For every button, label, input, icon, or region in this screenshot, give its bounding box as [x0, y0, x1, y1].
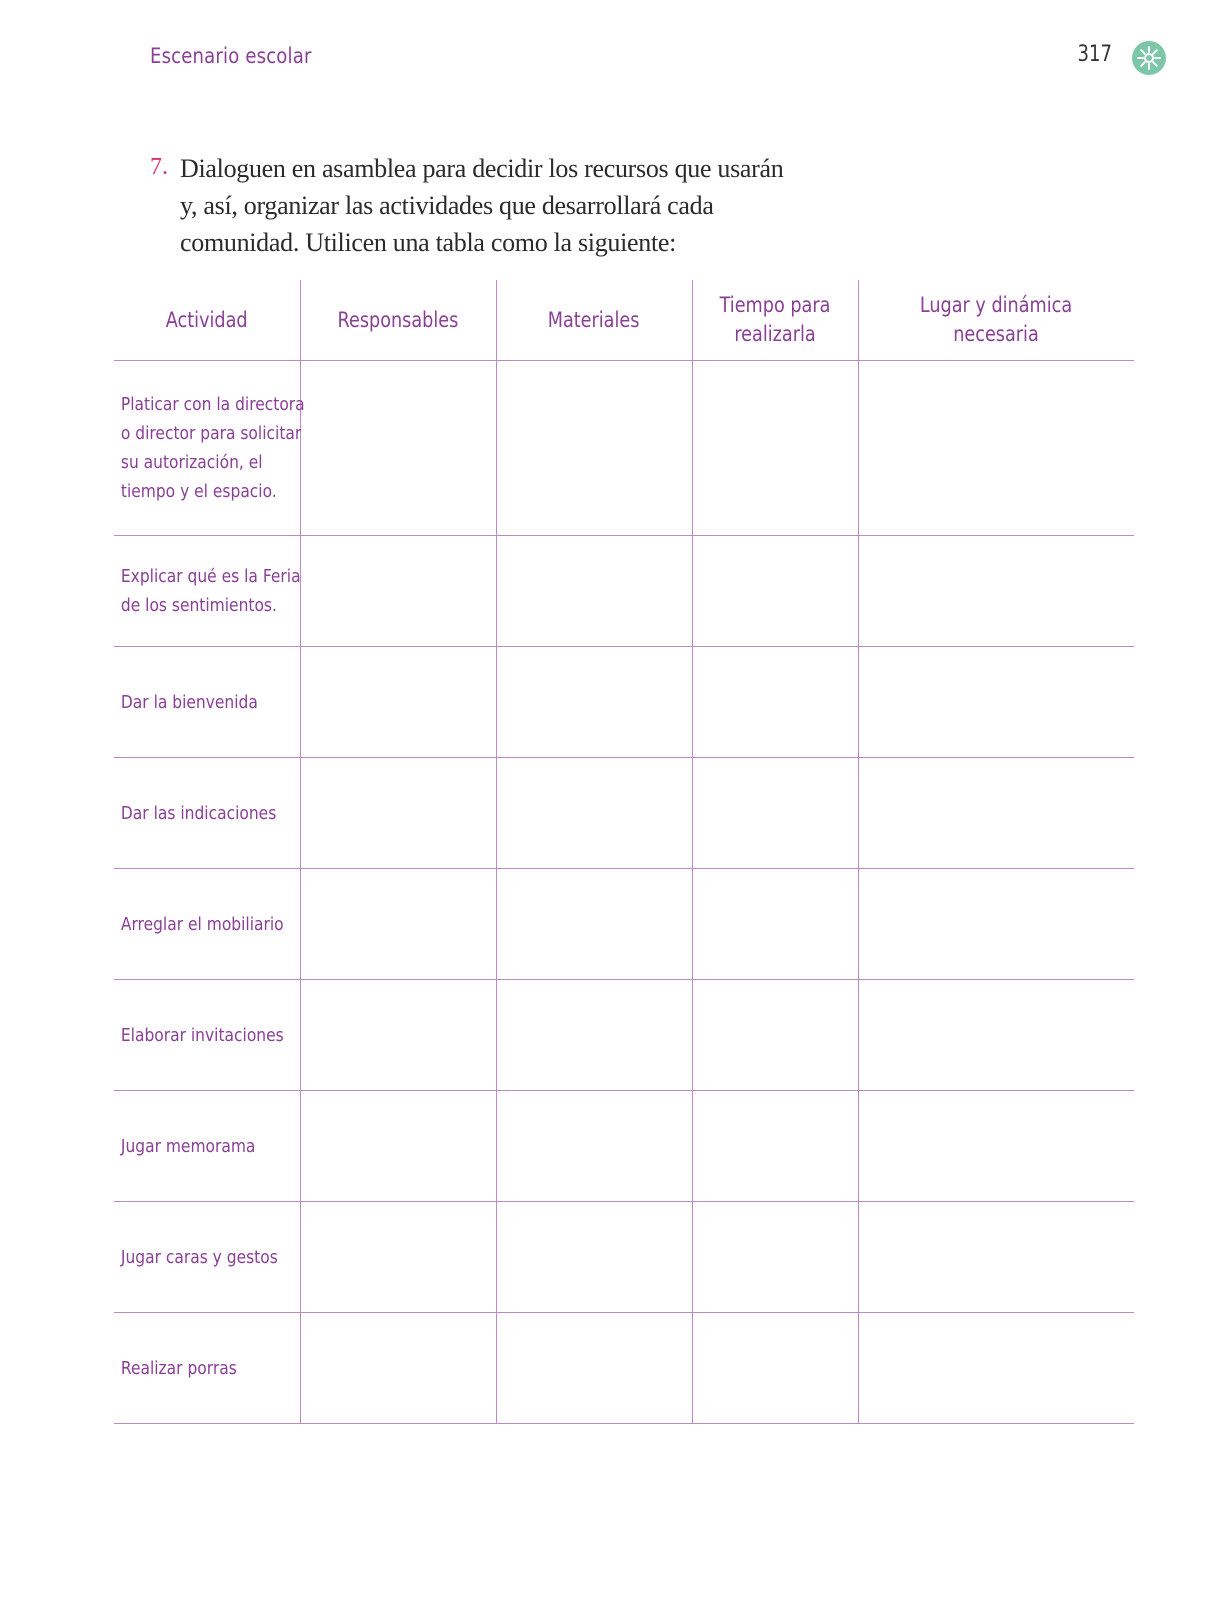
tiempo-cell[interactable]: [692, 1202, 858, 1313]
responsables-cell[interactable]: [300, 1313, 496, 1424]
activity-cell: Dar las indicaciones: [114, 758, 300, 869]
activity-cell: Jugar caras y gestos: [114, 1202, 300, 1313]
table-row: [114, 758, 1134, 869]
materiales-cell[interactable]: [496, 980, 692, 1091]
materiales-cell[interactable]: [496, 1202, 692, 1313]
header-actividad: Actividad: [114, 280, 300, 361]
header-responsables: Responsables: [300, 280, 496, 361]
lugar-cell[interactable]: [858, 1313, 1134, 1424]
tiempo-cell[interactable]: [692, 758, 858, 869]
lugar-cell[interactable]: [858, 980, 1134, 1091]
tiempo-cell[interactable]: [692, 869, 858, 980]
header-materiales: Materiales: [496, 280, 692, 361]
lugar-cell[interactable]: [858, 1091, 1134, 1202]
materiales-cell[interactable]: [496, 869, 692, 980]
running-head-section-title: Escenario escolar: [150, 44, 312, 68]
header-lugar: Lugar y dinámica necesaria: [858, 280, 1134, 361]
materiales-cell[interactable]: [496, 536, 692, 647]
materiales-cell[interactable]: [496, 361, 692, 536]
activity-planning-table: [114, 280, 1134, 1424]
lugar-cell[interactable]: [858, 647, 1134, 758]
table-row: [114, 536, 1134, 647]
instruction-text: Dialoguen en asamblea para decidir los recursos que usarán y, así, organizar las actividades que desarrollará cada comunidad. Utilicen una tabla como la siguiente:: [180, 154, 784, 257]
materiales-cell[interactable]: [496, 1091, 692, 1202]
lugar-cell[interactable]: [858, 758, 1134, 869]
flower-badge-icon: [1132, 41, 1166, 75]
table-row: [114, 980, 1134, 1091]
lugar-cell[interactable]: [858, 1202, 1134, 1313]
tiempo-cell[interactable]: [692, 980, 858, 1091]
lugar-cell[interactable]: [858, 536, 1134, 647]
responsables-cell[interactable]: [300, 758, 496, 869]
instruction-number: 7.: [150, 154, 168, 180]
responsables-cell[interactable]: [300, 361, 496, 536]
lugar-cell[interactable]: [858, 869, 1134, 980]
materiales-cell[interactable]: [496, 1313, 692, 1424]
responsables-cell[interactable]: [300, 536, 496, 647]
lugar-cell[interactable]: [858, 361, 1134, 536]
activity-cell: Dar la bienvenida: [114, 647, 300, 758]
table-row: [114, 361, 1134, 536]
activity-cell: Platicar con la directora o director para solicitar su autorización, el tiempo y el espacio.: [114, 361, 300, 536]
activity-cell: Arreglar el mobiliario: [114, 869, 300, 980]
tiempo-cell[interactable]: [692, 361, 858, 536]
table-header-row: [114, 280, 1134, 361]
responsables-cell[interactable]: [300, 869, 496, 980]
tiempo-cell[interactable]: [692, 536, 858, 647]
responsables-cell[interactable]: [300, 1091, 496, 1202]
table-row: [114, 647, 1134, 758]
tiempo-cell[interactable]: [692, 1313, 858, 1424]
table-row: [114, 1313, 1134, 1424]
tiempo-cell[interactable]: [692, 1091, 858, 1202]
tiempo-cell[interactable]: [692, 647, 858, 758]
activity-cell: Explicar qué es la Feria de los sentimientos.: [114, 536, 300, 647]
page-number: 317: [1077, 42, 1112, 67]
table-row: [114, 1091, 1134, 1202]
header-tiempo: Tiempo para realizarla: [692, 280, 858, 361]
responsables-cell[interactable]: [300, 1202, 496, 1313]
responsables-cell[interactable]: [300, 980, 496, 1091]
table-row: [114, 1202, 1134, 1313]
instruction-block: [150, 150, 790, 261]
materiales-cell[interactable]: [496, 647, 692, 758]
materiales-cell[interactable]: [496, 758, 692, 869]
table-row: [114, 869, 1134, 980]
activity-cell: Jugar memorama: [114, 1091, 300, 1202]
responsables-cell[interactable]: [300, 647, 496, 758]
activity-cell: Realizar porras: [114, 1313, 300, 1424]
activity-cell: Elaborar invitaciones: [114, 980, 300, 1091]
